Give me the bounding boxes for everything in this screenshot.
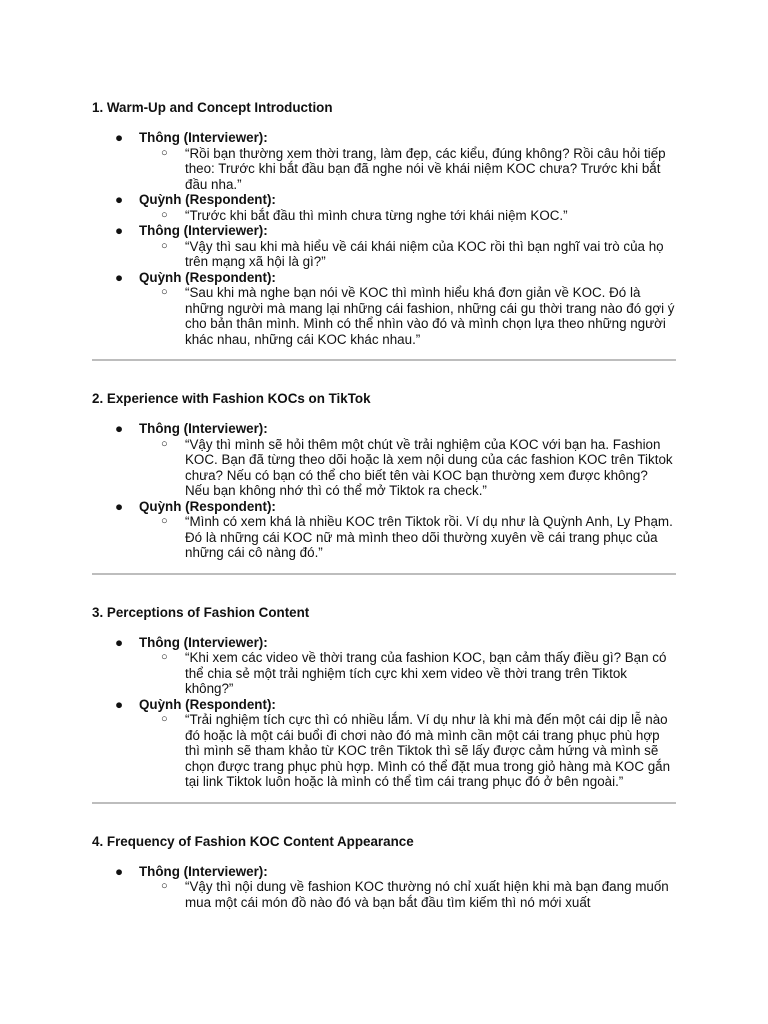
quote-text: “Trải nghiệm tích cực thì có nhiều lắm. Ví dụ như là khi mà đến một cái dịp lễ nào đó hoặc là một cái buổi đi chơi nào đó mà mình cần một cái trang phục phù hợp thì mình sẽ tham khảo từ KOC trên Tiktok thì sẽ lấy được cảm hứng và mình sẽ chọn được trang phục phù hợp. Mình có thể đặt mua trong giỏ hàng mà KOC gắn tại link Tiktok luôn hoặc là mình có thể tìm cái trang phục đó ở bên ngoài.” <box>185 712 671 789</box>
document-page <box>92 98 676 910</box>
section-frequency <box>92 832 676 911</box>
speaker-item <box>92 635 676 651</box>
speaker-item <box>92 130 676 146</box>
quote-text: “Khi xem các video về thời trang của fashion KOC, bạn cảm thấy điều gì? Bạn có thể chia sẻ một trải nghiệm tích cực khi xem video về thời trang trên Tiktok không?” <box>185 650 667 696</box>
speaker-item <box>92 270 676 286</box>
section-experience <box>92 389 676 575</box>
bullet-icon: ● <box>115 269 124 285</box>
circle-bullet-icon: ○ <box>161 239 168 252</box>
quote-text: “Vậy thì nội dung về fashion KOC thường nó chỉ xuất hiện khi mà bạn đang muốn mua một cái món đồ nào đó và bạn bắt đầu tìm kiếm thì nó mới xuất <box>185 879 669 910</box>
quote-item <box>92 239 676 270</box>
bullet-icon: ● <box>115 696 124 712</box>
quote-item <box>92 650 676 697</box>
circle-bullet-icon: ○ <box>161 286 168 298</box>
quote-item <box>92 208 676 224</box>
speaker-item <box>92 499 676 515</box>
quote-item <box>92 437 676 499</box>
circle-bullet-icon: ○ <box>161 437 168 450</box>
bullet-icon: ● <box>115 130 124 145</box>
bullet-icon: ● <box>115 192 124 207</box>
speaker-item <box>92 421 676 437</box>
section-divider <box>92 802 676 804</box>
speaker-label: Thông (Interviewer): <box>139 130 268 145</box>
speaker-item <box>92 192 676 208</box>
section-divider <box>92 573 676 575</box>
quote-item <box>92 285 676 347</box>
circle-bullet-icon: ○ <box>161 515 168 527</box>
quote-item <box>92 712 676 790</box>
section-divider <box>92 359 676 361</box>
section-title: 1. Warm-Up and Concept Introduction <box>92 100 333 115</box>
bullet-icon: ● <box>115 634 124 650</box>
bullet-icon: ● <box>115 223 124 238</box>
quote-text: “Mình có xem khá là nhiều KOC trên Tiktok rồi. Ví dụ như là Quỳnh Anh, Ly Phạm. Đó là những cái KOC nữ mà mình theo dõi thường xuyên về cái trang phục của những cái cô nàng đó.” <box>185 514 673 560</box>
speaker-label: Thông (Interviewer): <box>139 863 268 879</box>
circle-bullet-icon: ○ <box>161 713 168 725</box>
speaker-label: Quỳnh (Respondent): <box>139 498 276 514</box>
speaker-item <box>92 697 676 713</box>
section-title: 4. Frequency of Fashion KOC Content Appearance <box>92 833 414 849</box>
speaker-item <box>92 223 676 239</box>
section-title: 2. Experience with Fashion KOCs on TikTok <box>92 391 371 406</box>
quote-item <box>92 879 676 910</box>
circle-bullet-icon: ○ <box>161 651 168 663</box>
circle-bullet-icon: ○ <box>161 208 168 221</box>
speaker-item <box>92 864 676 880</box>
bullet-icon: ● <box>115 421 124 436</box>
speaker-label: Thông (Interviewer): <box>139 421 268 436</box>
section-title: 3. Perceptions of Fashion Content <box>92 604 310 620</box>
section-perceptions <box>92 603 676 804</box>
quote-item <box>92 514 676 561</box>
speaker-label: Thông (Interviewer): <box>139 634 268 650</box>
section-warm-up <box>92 98 676 361</box>
speaker-label: Quỳnh (Respondent): <box>139 269 276 285</box>
bullet-icon: ● <box>115 498 124 514</box>
circle-bullet-icon: ○ <box>161 880 168 892</box>
speaker-label: Quỳnh (Respondent): <box>139 192 276 207</box>
speaker-label: Thông (Interviewer): <box>139 223 268 238</box>
quote-text: “Rồi bạn thường xem thời trang, làm đẹp, các kiểu, đúng không? Rồi câu hỏi tiếp theo: Trước khi bắt đầu bạn đã nghe nói về khái niệm KOC chưa? Trước khi bắt đầu nha.” <box>185 145 666 192</box>
speaker-label: Quỳnh (Respondent): <box>139 696 276 712</box>
circle-bullet-icon: ○ <box>161 146 168 159</box>
bullet-icon: ● <box>115 863 124 879</box>
quote-text: “Sau khi mà nghe bạn nói về KOC thì mình hiểu khá đơn giản về KOC. Đó là những người mà mang lại những cái fashion, những cái gu thời trang nào đó gợi ý cho bản thân mình. Mình có thể nhìn vào đó và mình chọn lựa theo những người khác nhau, những cái KOC khác nhau.” <box>185 285 675 347</box>
quote-text: “Trước khi bắt đầu thì mình chưa từng nghe tới khái niệm KOC.” <box>185 207 568 223</box>
quote-text: “Vậy thì sau khi mà hiểu về cái khái niệm của KOC rồi thì bạn nghĩ vai trò của họ trên mạng xã hội là gì?” <box>185 238 664 269</box>
quote-text: “Vậy thì mình sẽ hỏi thêm một chút về trải nghiệm của KOC với bạn ha. Fashion KOC. Bạn đã từng theo dõi hoặc là xem nội dung của các fashion KOC trên Tiktok chưa? Nếu có bạn có thể cho biết tên vài KOC bạn thường xem được không? Nếu bạn không nhớ thì có thể mở Tiktok ra check.” <box>185 436 673 498</box>
quote-item <box>92 146 676 193</box>
